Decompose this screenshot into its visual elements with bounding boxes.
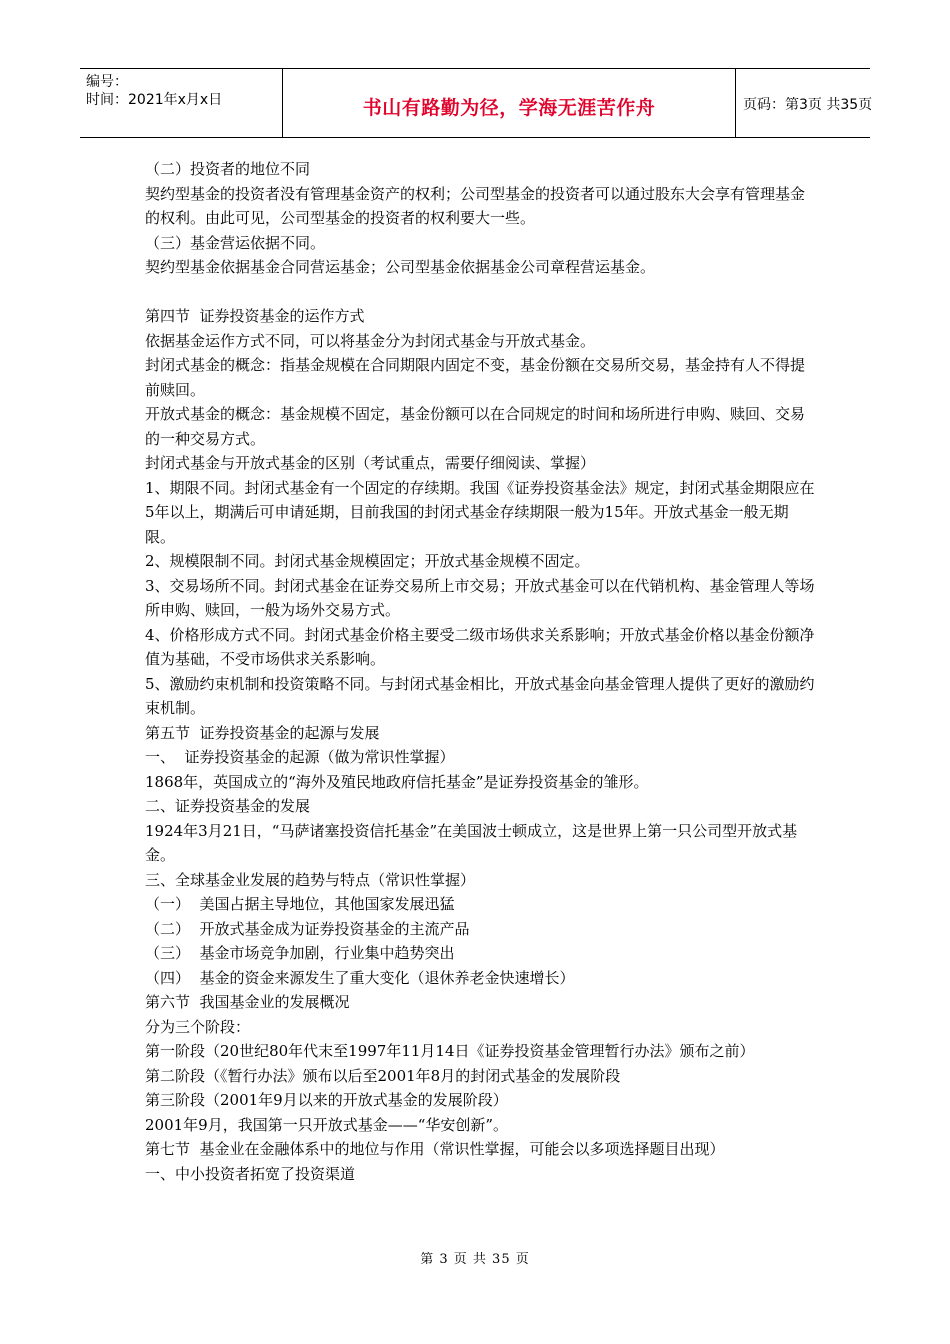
header-number-label: 编号： (86, 74, 128, 90)
body-paragraph: 1868年，英国成立的“海外及殖民地政府信托基金”是证券投资基金的雏形。 (145, 772, 649, 791)
body-paragraph: 第七节 基金业在金融体系中的地位与作用（常识性掌握，可能会以多项选择题目出现） (145, 1140, 725, 1158)
body-paragraph: 第五节 证券投资基金的起源与发展 (145, 723, 380, 742)
body-paragraph: 封闭式基金的概念：指基金规模在合同期限内固定不变，基金份额在交易所交易，基金持有人不得提前赎回。 (145, 356, 806, 399)
body-paragraph: 三、全球基金业发展的趋势与特点（常识性掌握） (145, 870, 476, 889)
body-paragraph: 分为三个阶段： (145, 1017, 251, 1036)
header-motto-cell (282, 69, 736, 137)
page-header (80, 68, 873, 138)
document-body (145, 157, 815, 1186)
body-paragraph: 1924年3月21日，“马萨诸塞投资信托基金”在美国波士顿成立，这是世界上第一只公司型开放式基金。 (145, 821, 798, 864)
body-paragraph: 开放式基金的概念：基金规模不固定，基金份额可以在合同规定的时间和场所进行申购、赎回、交易的一种交易方式。 (145, 405, 806, 448)
body-paragraph: （一） 美国占据主导地位，其他国家发展迅猛 (145, 895, 455, 913)
body-paragraph: 契约型基金依据基金合同营运基金；公司型基金依据基金公司章程营运基金。 (145, 258, 656, 276)
body-paragraph: （二） 开放式基金成为证券投资基金的主流产品 (145, 919, 470, 938)
body-paragraph: 5、激励约束机制和投资策略不同。与封闭式基金相比，开放式基金向基金管理人提供了更好的激励约束机制。 (145, 674, 815, 717)
body-paragraph: 一、 证券投资基金的起源（做为常识性掌握） (145, 748, 455, 766)
body-paragraph: （三） 基金市场竞争加剧，行业集中趋势突出 (145, 944, 455, 962)
header-time-label: 时间：2021年x月x日 (86, 92, 223, 108)
body-paragraph: （三）基金营运依据不同。 (145, 233, 326, 252)
header-page-cell (736, 69, 873, 137)
body-paragraph: （四） 基金的资金来源发生了重大变化（退休养老金快速增长） (145, 968, 575, 987)
body-paragraph: 2001年9月，我国第一只开放式基金——“华安创新”。 (145, 1115, 509, 1134)
body-paragraph: 3、交易场所不同。封闭式基金在证券交易所上市交易；开放式基金可以在代销机构、基金管理人等场所申购、赎回，一般为场外交易方式。 (145, 576, 815, 619)
page-footer: 第 3 页 共 35 页 (420, 1252, 530, 1267)
body-paragraph: 第一阶段（20世纪80年代末至1997年11月14日《证券投资基金管理暂行办法》颁布之前） (145, 1042, 755, 1060)
body-paragraph: 1、期限不同。封闭式基金有一个固定的存续期。我国《证券投资基金法》规定，封闭式基金期限应在5年以上，期满后可申请延期，目前我国的封闭式基金存续期限一般为15年。开放式基金一般无期限。 (145, 478, 815, 546)
body-paragraph: 第六节 我国基金业的发展概况 (145, 993, 350, 1011)
body-paragraph: 一、中小投资者拓宽了投资渠道 (145, 1164, 356, 1183)
header-info-cell (80, 69, 282, 137)
body-paragraph: 2、规模限制不同。封闭式基金规模固定；开放式基金规模不固定。 (145, 552, 590, 570)
blank-line (145, 280, 815, 305)
body-paragraph: （二）投资者的地位不同 (145, 160, 311, 178)
body-paragraph: 第二阶段（《暂行办法》颁布以后至2001年8月的封闭式基金的发展阶段 (145, 1066, 621, 1085)
body-paragraph: 二、证券投资基金的发展 (145, 797, 311, 815)
body-paragraph: 第四节 证券投资基金的运作方式 (145, 307, 365, 325)
header-motto: 书山有路勤为径，学海无涯苦作舟 (362, 97, 656, 119)
body-paragraph: 第三阶段（2001年9月以来的开放式基金的发展阶段） (145, 1091, 508, 1109)
body-paragraph: 4、价格形成方式不同。封闭式基金价格主要受二级市场供求关系影响；开放式基金价格以基金份额净值为基础，不受市场供求关系影响。 (145, 625, 815, 668)
header-page-label: 页码：第3页 共35页 (743, 97, 873, 113)
body-paragraph: 依据基金运作方式不同，可以将基金分为封闭式基金与开放式基金。 (145, 331, 596, 350)
body-paragraph: 契约型基金的投资者没有管理基金资产的权利；公司型基金的投资者可以通过股东大会享有管理基金的权利。由此可见，公司型基金的投资者的权利要大一些。 (145, 184, 806, 227)
body-paragraph: 封闭式基金与开放式基金的区别（考试重点，需要仔细阅读、掌握） (145, 454, 596, 472)
